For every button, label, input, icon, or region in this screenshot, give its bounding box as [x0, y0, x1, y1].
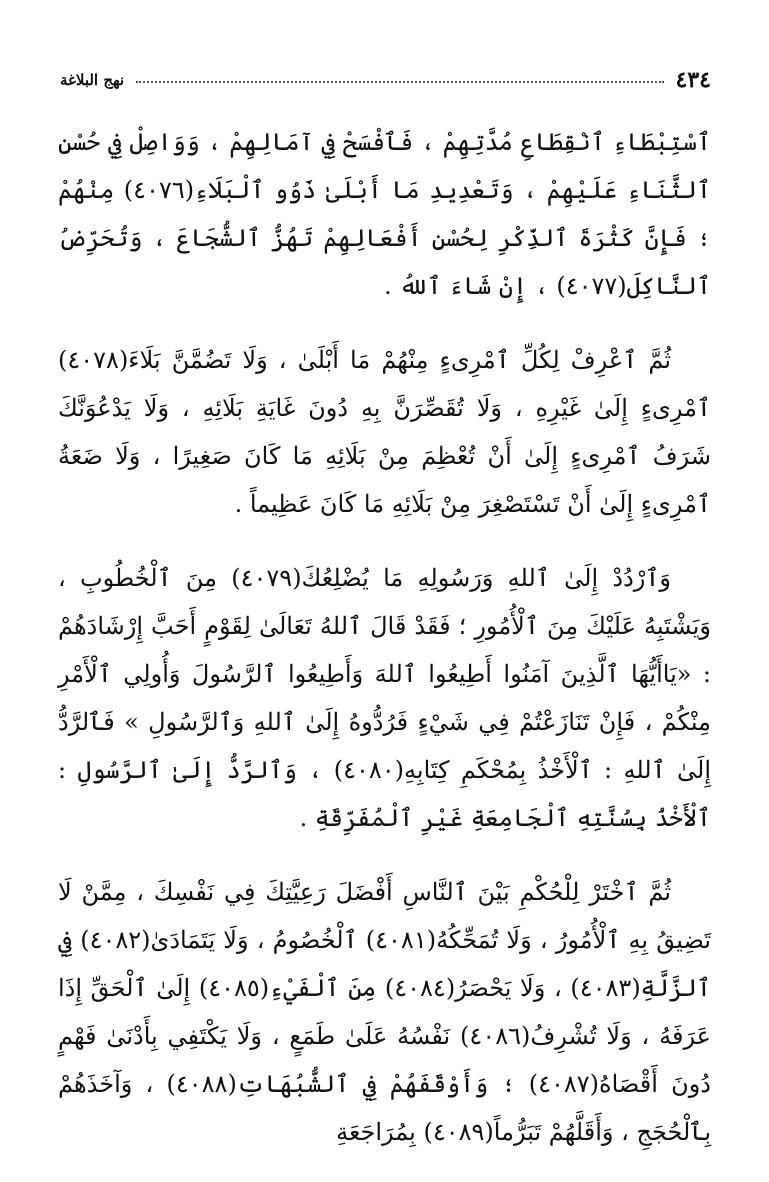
paragraph-1: ٱسْتِبْطَاءِ ٱنْقِطَاعِ مُدَّتِهِمْ ، فَٱفْسَحْ فِي آمَالِهِمْ ، وَوَاصِلْ فِي حُسْنِ ٱلثَّنَاءِ عَلَيْهِمْ ، وَتَعْدِيدِ مَا أَبْلَىٰ ذَوُو ٱلْبَلَاءِ(٤٠٧٦) مِنْهُمْ ؛ فَإِنَّ كَثْرَةَ ٱلذِّكْرِ لِحُسْنِ أَفْعَالِهِمْ تَهُزُّ ٱلشُّجَاعَ ، وَتُحَرِّضُ ٱلنَّاكِلَ(٤٠٧٧) ، إِنْ شَاءَ ٱللهُ .: [58, 128, 711, 300]
book-title: نهج البلاغة: [60, 71, 125, 89]
header-dotted-rule: [136, 81, 663, 83]
paragraph-3: وَٱرْدُدْ إِلَىٰ ٱللهِ وَرَسُولِهِ مَا يُضْلِعُكَ(٤٠٧٩) مِنَ ٱلْخُطُوبِ ، وَيَشْتَبِهُ عَلَيْكَ مِنَ ٱلْأُمُورِ ؛ فَقَدْ قَالَ ٱللهُ تَعَالَىٰ لِقَوْمٍ أَحَبَّ إِرْشَادَهُمْ : «يَاأَيُّهَا ٱلَّذِينَ آمَنُوا أَطِيعُوا ٱللهَ وَأَطِيعُوا ٱلرَّسُولَ وَأُولِي ٱلْأَمْرِ مِنْكُمْ ، فَإِنْ تَنَازَعْتُمْ فِي شَيْءٍ فَرُدُّوهُ إِلَىٰ ٱللهِ وَٱلرَّسُولِ » فَٱلرَّدُّ إِلَىٰ ٱللهِ : ٱلْأَخْذُ بِمُحْكَمِ كِتَابِهِ(٤٠٨٠) ، وَٱلرَّدُّ إِلَىٰ ٱلرَّسُولِ : ٱلْأَخْذُ بِسُنَّتِهِ ٱلْجَامِعَةِ غَيْرِ ٱلْمُفَرِّقَةِ .: [58, 564, 712, 832]
page-body: [58, 118, 711, 1182]
paragraph-2: ثُمَّ ٱعْرِفْ لِكُلِّ ٱمْرِىءٍ مِنْهُمْ مَا أَبْلَىٰ ، وَلَا تَضُمَّنَّ بَلَاءَ(٤٠٧٨) ٱمْرِىءٍ إِلَىٰ غَيْرِهِ ، وَلَا تُقَصِّرَنَّ بِهِ دُونَ غَايَةِ بَلَائِهِ ، وَلَا يَدْعُوَنَّكَ شَرَفُ ٱمْرِىءٍ إِلَىٰ أَنْ تُعْظِمَ مِنْ بَلَائِهِ مَا كَانَ صَغِيرًا ، وَلَا ضَعَةُ ٱمْرِىءٍ إِلَىٰ أَنْ تَسْتَصْغِرَ مِنْ بَلَائِهِ مَا كَانَ عَظِيماً .: [58, 346, 711, 518]
paragraph-4: ثُمَّ ٱخْتَرْ لِلْحُكْمِ بَيْنَ ٱلنَّاسِ أَفْضَلَ رَعِيَّتِكَ فِي نَفْسِكَ ، مِمَّنْ لَا تَضِيقُ بِهِ ٱلْأُمُورُ ، وَلَا تُمَحِّكُهُ(٤٠٨١) ٱلْخُصُومُ ، وَلَا يَتَمَادَىٰ(٤٠٨٢) فِي ٱلزَّلَّةِ(٤٠٨٣) ، وَلَا يَحْصَرُ(٤٠٨٤) مِنَ ٱلْفَيْءِ(٤٠٨٥) إِلَىٰ ٱلْحَقِّ إِذَا عَرَفَهُ ، وَلَا تُشْرِفُ(٤٠٨٦) نَفْسُهُ عَلَىٰ طَمَعٍ ، وَلَا يَكْتَفِي بِأَدْنَىٰ فَهْمٍ دُونَ أَقْصَاهُ(٤٠٨٧) ؛ وَأَوْقَفَهُمْ فِي ٱلشُّبُهَاتِ(٤٠٨٨) ، وَآخَذَهُمْ بِٱلْحُجَجِ ، وَأَقَلَّهُمْ تَبَرُّماً(٤٠٨٩) بِمُرَاجَعَةِ: [58, 878, 712, 1146]
page-header: [60, 66, 711, 94]
page-number: ٤٣٤: [675, 67, 711, 93]
